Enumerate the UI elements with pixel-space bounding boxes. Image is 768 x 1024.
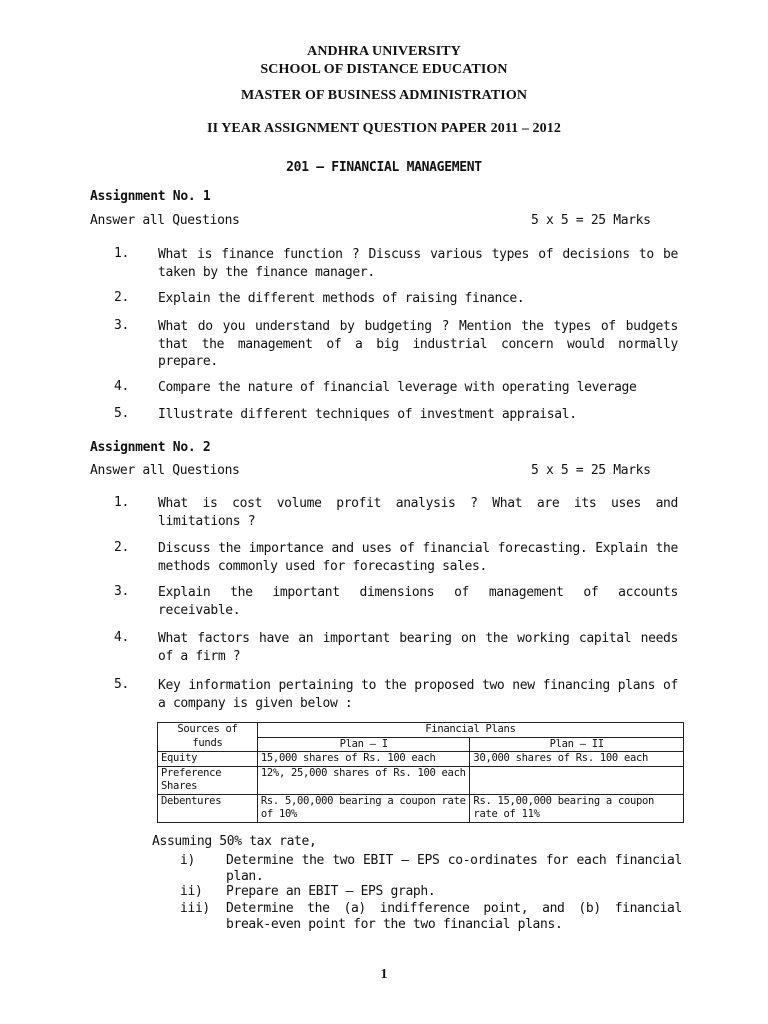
university-name: ANDHRA UNIVERSITY: [307, 44, 461, 59]
instruction-text: Answer all Questions: [90, 463, 240, 478]
question-text: Explain the important dimensions of management of accounts receivable.: [158, 585, 678, 618]
question-text: What is cost volume profit analysis ? What are its uses and limitations ?: [158, 496, 678, 529]
page-number: 1: [380, 967, 388, 982]
question-number: 2.: [114, 540, 129, 555]
course-title: 201 – FINANCIAL MANAGEMENT: [286, 160, 482, 175]
question-text: What is finance function ? Discuss various types of decisions to be taken by the finance manager.: [158, 247, 678, 280]
cell-source: Equity: [158, 752, 258, 767]
table-row: [158, 794, 684, 822]
question-text: Explain the different methods of raising finance.: [158, 291, 525, 306]
question-number: 5.: [114, 406, 129, 421]
question-number: 2.: [114, 290, 129, 305]
question-text: Key information pertaining to the proposed two new financing plans of a company is given below :: [158, 678, 678, 711]
paper-title: II YEAR ASSIGNMENT QUESTION PAPER 2011 – 2012: [207, 121, 561, 136]
subpart-number: iii): [180, 901, 210, 916]
header-plan-2: Plan – II: [470, 737, 684, 752]
question-number: 3.: [114, 584, 129, 599]
tax-assumption: Assuming 50% tax rate,: [152, 834, 317, 849]
question-number: 5.: [114, 677, 129, 692]
assignment-2-title: Assignment No. 2: [90, 440, 211, 455]
instruction-text: Answer all Questions: [90, 213, 240, 228]
table-row: [158, 766, 684, 794]
financing-plans-table: [157, 722, 684, 823]
cell-plan-2: Rs. 15,00,000 bearing a coupon rate of 11%: [470, 794, 684, 822]
subpart-text: Determine the (a) indifference point, and (b) financial break-even point for the two financial plans.: [226, 901, 682, 932]
header-plan-1: Plan – I: [257, 737, 470, 752]
question-number: 4.: [114, 379, 129, 394]
table-header-row: [158, 723, 684, 738]
cell-plan-1: 12%, 25,000 shares of Rs. 100 each: [257, 766, 470, 794]
question-number: 1.: [114, 246, 129, 261]
question-number: 3.: [114, 318, 129, 333]
cell-plan-2: 30,000 shares of Rs. 100 each: [470, 752, 684, 767]
school-name: SCHOOL OF DISTANCE EDUCATION: [260, 62, 508, 77]
subpart-text: Determine the two EBIT – EPS co-ordinates for each financial plan.: [226, 853, 682, 884]
program-name: MASTER OF BUSINESS ADMINISTRATION: [240, 88, 528, 103]
cell-plan-1: Rs. 5,00,000 bearing a coupon rate of 10%: [257, 794, 470, 822]
subpart-text: Prepare an EBIT – EPS graph.: [226, 884, 436, 899]
cell-plan-1: 15,000 shares of Rs. 100 each: [257, 752, 470, 767]
question-number: 4.: [114, 630, 129, 645]
table-row: [158, 752, 684, 767]
assignment-1-title: Assignment No. 1: [90, 189, 211, 204]
cell-source: Preference Shares: [158, 766, 258, 794]
header-financial-plans: Financial Plans: [257, 723, 683, 738]
question-text: What factors have an important bearing on the working capital needs of a firm ?: [158, 631, 678, 664]
marks-text: 5 x 5 = 25 Marks: [531, 463, 651, 478]
question-text: Discuss the importance and uses of financial forecasting. Explain the methods commonly used for forecasting sales.: [158, 541, 678, 574]
question-text: Illustrate different techniques of investment appraisal.: [158, 407, 577, 422]
header-sources-of-funds: Sources of funds: [158, 723, 258, 752]
cell-plan-2: [470, 766, 684, 794]
marks-text: 5 x 5 = 25 Marks: [531, 213, 651, 228]
question-text: What do you understand by budgeting ? Mention the types of budgets that the management of a big industrial concern would normally prepare.: [158, 319, 678, 369]
question-number: 1.: [114, 495, 129, 510]
subpart-number: ii): [180, 884, 203, 899]
question-text: Compare the nature of financial leverage with operating leverage: [158, 380, 637, 395]
cell-source: Debentures: [158, 794, 258, 822]
subpart-number: i): [180, 853, 195, 868]
